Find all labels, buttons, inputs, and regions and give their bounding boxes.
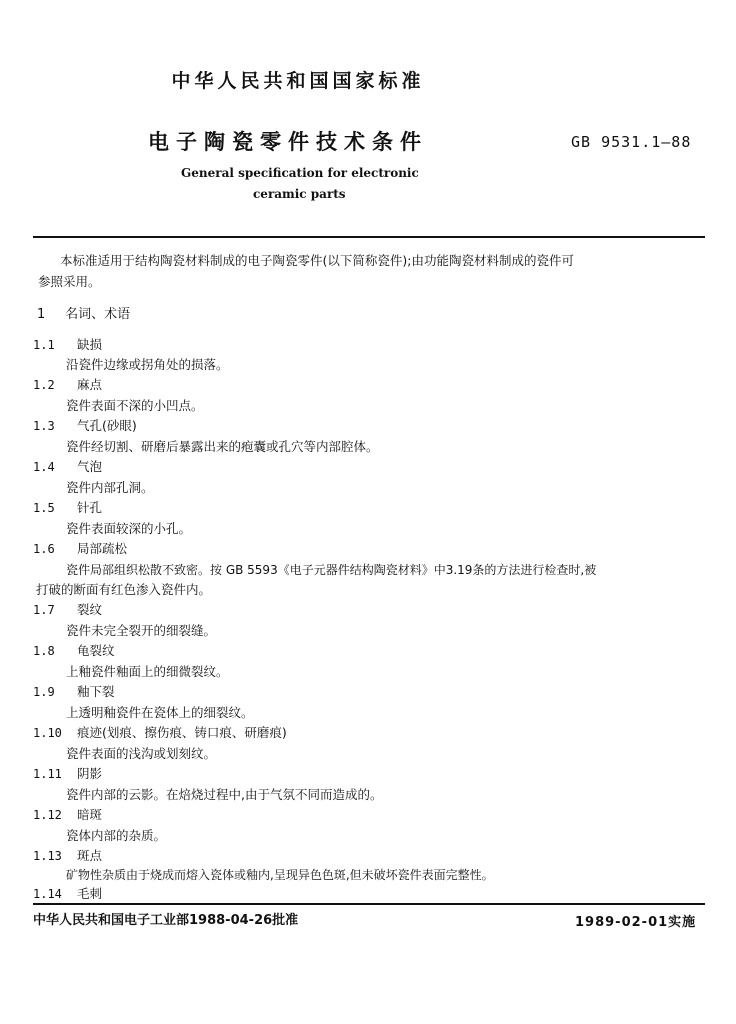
term-heading xyxy=(33,416,137,434)
term-name: 针孔 xyxy=(76,500,102,515)
term-name: 气孔(砂眼) xyxy=(76,418,137,433)
term-definition: 瓷件内部孔洞。 xyxy=(66,480,154,495)
term-name: 痕迹(划痕、擦伤痕、铸口痕、研磨痕) xyxy=(76,725,287,740)
term-definition: 上釉瓷件釉面上的细微裂纹。 xyxy=(66,664,229,679)
section-heading xyxy=(37,303,130,322)
section-title: 名词、术语 xyxy=(65,307,131,322)
term-heading xyxy=(33,884,102,902)
term-name: 龟裂纹 xyxy=(76,643,115,658)
term-name: 阴影 xyxy=(76,766,102,781)
term-heading xyxy=(33,805,102,823)
term-definition: 瓷件表面的浅沟或划刻纹。 xyxy=(66,746,217,761)
term-name: 暗斑 xyxy=(76,807,102,822)
term-definition: 瓷件内部的云影。在焙烧过程中,由于气氛不同而造成的。 xyxy=(66,787,383,802)
term-number: 1.7 xyxy=(33,603,55,617)
term-definition: 瓷件表面不深的小凹点。 xyxy=(66,398,204,413)
term-number: 1.9 xyxy=(33,685,55,699)
term-name: 局部疏松 xyxy=(76,541,127,556)
term-number: 1.6 xyxy=(33,542,55,556)
term-name: 气泡 xyxy=(76,459,102,474)
term-heading xyxy=(33,600,102,618)
term-number: 1.8 xyxy=(33,644,55,658)
term-heading xyxy=(33,498,102,516)
effective-date: 1989-02-01实施 xyxy=(575,915,697,930)
national-standard-title: 中华人民共和国国家标准 xyxy=(171,70,425,92)
term-heading xyxy=(33,539,127,557)
term-name: 麻点 xyxy=(76,377,102,392)
term-name: 釉下裂 xyxy=(76,684,115,699)
term-definition: 瓷件表面较深的小孔。 xyxy=(66,521,192,536)
intro-paragraph-line-1: 本标准适用于结构陶瓷材料制成的电子陶瓷零件(以下简称瓷件);由功能陶瓷材料制成的瓷件可 xyxy=(60,253,574,268)
term-number: 1.10 xyxy=(33,726,62,740)
term-definition: 瓷体内部的杂质。 xyxy=(66,828,167,843)
term-heading xyxy=(33,335,102,353)
term-definition: 上透明釉瓷件在瓷体上的细裂纹。 xyxy=(66,705,254,720)
term-number: 1.2 xyxy=(33,378,55,392)
term-name: 缺损 xyxy=(76,337,102,352)
term-number: 1.11 xyxy=(33,767,62,781)
english-title-line-1: General specification for electronic xyxy=(181,166,419,180)
term-definition: 瓷件未完全裂开的细裂缝。 xyxy=(66,623,217,638)
bottom-divider xyxy=(33,903,705,905)
top-divider xyxy=(33,236,705,238)
term-name: 斑点 xyxy=(76,848,102,863)
approval-note: 中华人民共和国电子工业部1988-04-26批准 xyxy=(33,913,299,928)
term-definition-continued: 打破的断面有红色渗入瓷件内。 xyxy=(36,582,212,597)
document-title: 电子陶瓷零件技术条件 xyxy=(148,130,428,154)
section-number: 1 xyxy=(37,307,46,322)
intro-paragraph-line-2: 参照采用。 xyxy=(38,274,101,289)
term-heading xyxy=(33,723,287,741)
term-heading xyxy=(33,846,102,864)
term-heading xyxy=(33,764,102,782)
term-heading xyxy=(33,457,102,475)
term-number: 1.4 xyxy=(33,460,55,474)
term-number: 1.12 xyxy=(33,808,62,822)
term-definition: 矿物性杂质由于烧成而熔入瓷体或釉内,呈现异色色斑,但未破坏瓷件表面完整性。 xyxy=(66,868,494,882)
english-title-line-2: ceramic parts xyxy=(253,187,346,201)
term-number: 1.13 xyxy=(33,849,62,863)
term-number: 1.14 xyxy=(33,887,62,901)
term-definition: 瓷件经切割、研磨后暴露出来的疱囊或孔穴等内部腔体。 xyxy=(66,439,379,454)
term-definition: 沿瓷件边缘或拐角处的损落。 xyxy=(66,357,229,372)
term-number: 1.1 xyxy=(33,338,55,352)
term-heading xyxy=(33,641,115,659)
term-definition: 瓷件局部组织松散不致密。按 GB 5593《电子元器件结构陶瓷材料》中3.19条的方法进行检查时,被 xyxy=(66,563,597,577)
term-name: 裂纹 xyxy=(76,602,102,617)
term-number: 1.5 xyxy=(33,501,55,515)
standard-number: GB 9531.1—88 xyxy=(571,133,692,151)
term-heading xyxy=(33,682,115,700)
term-number: 1.3 xyxy=(33,419,55,433)
term-name: 毛刺 xyxy=(76,886,102,901)
term-heading xyxy=(33,375,102,393)
